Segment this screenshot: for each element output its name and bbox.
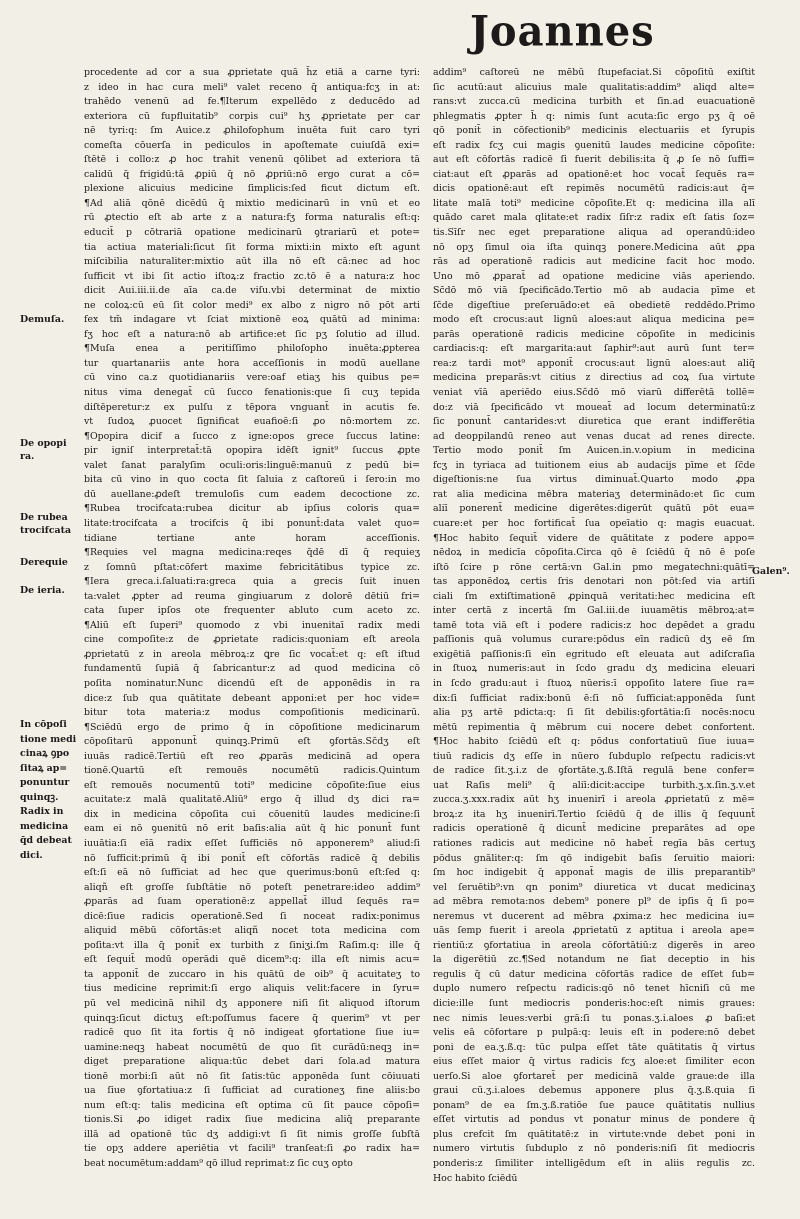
text-line: Tertio modo ponit̄ ſm Auicen.in.v.opium in medicina xyxy=(433,445,755,457)
text-line: ta:valet ꝓpter ad reuma gingiuarum z dolorē dētiū fri= xyxy=(84,590,420,602)
text-line: ſc̄de digeſtiue preſeruādo:et eā obedietē reddēdo.Primo xyxy=(433,299,755,311)
text-line: nō opʒ ſimul oia iſta quinqꝫ ponere.Medicina aūt ꝓpa xyxy=(433,241,755,253)
text-line: dice:z ſub qua quātitate debeant apponi:et per hoc vide= xyxy=(84,692,420,704)
text-line: valet ſanat paralyſim oculi:oris:linguē:manuū z pedū bi= xyxy=(84,459,420,471)
margin-gloss-rubea xyxy=(20,511,71,537)
text-line: parās operationē radicis medicine cōpoſite in medicinis xyxy=(433,328,755,340)
text-line: ſtētē i collo:z ꝓ hoc trahit venenū qōlibet ad exteriora tā xyxy=(84,154,420,166)
text-line: pū vel medicinā nihil dʒ apponere niſi ſit aliquod iſtorum xyxy=(84,998,420,1009)
margin-gloss-line: ponuntur xyxy=(20,777,70,789)
text-line: plus crefcit ſm quātitatē:z in virtute:vnde debet poni in xyxy=(433,1128,755,1140)
text-line: beat nocumētum:addam⁹ qō illud reprimat:z ſic cuʒ opto xyxy=(84,1158,353,1170)
text-line: rationes radicis aut medicine nō habet̄ regīa bās certuʒ xyxy=(433,837,755,849)
text-line: ſufficit vt ibi ſit actio iſtoꝝ:z fractio zc.tō ē a natura:z hoc xyxy=(84,270,420,282)
text-line: quinqꝫ:ſicut dictuʒ eſt:poſſumus facere q̄ querim⁹ vt per xyxy=(84,1012,420,1024)
margin-gloss-galen: Galen⁹. xyxy=(752,566,790,577)
text-line: broꝝ:z ita hʒ inuenirī.Tertio ſciēdū q̄ de illis q̄ ſequunt̄ xyxy=(433,808,755,820)
text-line: ta apponit̄ de zuccaro in his quātū de oib⁹ q̄ acuitateʒ to xyxy=(84,968,420,980)
text-line: modo eſt crocus:aut lignū aloes:aut aliqua medicina pe= xyxy=(433,314,755,326)
text-line: aliqñ eſt groſſe ſubſtātie nō poteſt penetrare:ideo addim⁹ xyxy=(84,881,420,893)
text-line: plexione alicuius medicine ſimplicis:ſed ficut dictum eſt. xyxy=(84,183,420,195)
text-line: zucca.ʒ.xxx.radix aūt hʒ inuenirī i areola ꝓprietatū z mē= xyxy=(433,794,755,806)
text-line: veniat vīā aperiēdo eius.Sc̄dō mō viarū differētā tollē= xyxy=(433,387,755,399)
text-line: ſic ponunt̄ cantarides:vt diuretica que erant indifferētia xyxy=(433,416,755,428)
text-line: trahēdo venenū ad fe.¶Iterum expellēdo z deducēdo ad xyxy=(84,96,420,108)
text-line: vt ſudoꝝ ꝓuocet ſignificat euafioē:ſi ꝓo nō:mortem zc. xyxy=(84,416,420,428)
text-line: velis eā cōfortare p pulpā:q: leuis eſt in podere:nō debet xyxy=(433,1027,755,1039)
text-line: dicit Aui.iii.ii.de aīa ca.de viſu.vbi determinat de mixtio xyxy=(84,285,420,297)
text-line: ꝓparās ad ſuam operationē:z appellat̄ illud ſequēs ra= xyxy=(84,896,420,908)
text-line: tius medicine reprimit:ſi ergo aliquis velit:facere in ſyru= xyxy=(84,983,420,995)
text-line: ¶Hoc habito ſequit̄ videre de quātitate z podere appo= xyxy=(433,532,755,544)
text-line: dicie:ille ſunt mediocris ponderis:hoc:eſt nimis graues: xyxy=(433,998,755,1009)
text-line: ¶Opopira dicif a ſucco z igne:opos grece ſuccus latine: xyxy=(84,430,420,442)
text-line: acuitate:z malā qualitatē.Aliū⁹ ergo q̄ illud dʒ dici ra= xyxy=(84,794,420,806)
text-line: nē tyri:q: ſm Auice.z ꝓhilofophum inuēta fuit caro tyri xyxy=(84,125,420,137)
text-line: z ideo in hac cura meli⁹ valet receno q̄ antiqua:fcʒ in at: xyxy=(84,81,420,93)
text-line: nō ſufficit:primū q̄ ibi ponit̄ eſt cōfortās radicē q̄ debilis xyxy=(84,852,420,864)
text-line: radicē quo ſit ita fortis q̄ nō indigeat ꝯfortatione ſiue iu= xyxy=(84,1027,420,1039)
margin-gloss-line: quinqꝫ. xyxy=(20,791,59,803)
text-line: tidiane tertiane ante horam acceſſionis. xyxy=(84,532,420,544)
text-line: Sc̄dō mō viā ſpecificādo.Tertio mō ab audacia pīme et xyxy=(433,285,755,297)
text-line: nēdoꝝ in medicīa cōpoſita.Circa qō ē ſciēdū q̄ nō ē poſe xyxy=(433,547,755,559)
text-line: vel ſeruētib⁹:vn qn ponim⁹ diuretica vt ducat medicinaʒ xyxy=(433,881,755,893)
text-line: ſic acutū:aut alicuius male qualitatis:addim⁹ aliqd alte= xyxy=(433,81,755,93)
text-line: bita cū vino in quo cocta ſit ſaluia z caſtoreū i ſero:in mo xyxy=(84,474,420,486)
text-line: tiuū radicis dʒ eſſe in nūero ſubduplo reſpectu radicis:vt xyxy=(433,750,755,762)
text-line: iuuās radicē.Tertiū eſt reo ꝓparās medicinā ad opera xyxy=(84,750,420,762)
text-line: tis.Sīſr nec eget preparatione aliqua ad operandū:ideo xyxy=(433,227,755,239)
text-line: cine compoſite:z de ꝓprietate radicis:quoniam eſt areola xyxy=(84,634,420,646)
text-line: pōdus gnāliter:q: ſm qō indigebit baſis ſeruitio maiori: xyxy=(433,852,755,864)
margin-gloss-ieragreca: De ieria. xyxy=(20,585,65,596)
text-line: qō ponit̄ in cōfectionib⁹ medicinis electuariis et ſyrupis xyxy=(433,125,755,137)
margin-gloss-compositione xyxy=(20,718,76,863)
text-line: ¶Muſa enea a peritiſſimo philoſopho inuēta:ꝓpterea xyxy=(84,343,420,355)
text-line: ciat:aut eſt ꝓparās ad opationē:et hoc vocat̄ ſequēs ra= xyxy=(433,168,755,180)
text-line: tur quartanariis ante hora acceſſionis in modū auellane xyxy=(84,357,420,369)
text-line: tionis.Si ꝓo idiget radix ſiue medicina aliq̄ preparante xyxy=(84,1114,420,1126)
text-line: aliī ponerent̄ medicine digerētes:digerūt quātū pōt eua= xyxy=(433,503,755,515)
text-line: rans:vt zucca.cū medicina turbith et ſin.ad euacuationē xyxy=(433,96,755,108)
text-line: rat alia medicina mēbra materiaʒ determinādo:et ſic cum xyxy=(433,488,755,500)
margin-gloss-line: medicina xyxy=(20,820,69,832)
right-text-column xyxy=(433,66,755,1186)
text-line: eſſet virtutis ad pondus vt ponatur minus de pondere q̄ xyxy=(433,1114,755,1126)
text-line: litate:trocifcata a trocifcis q̄ ibi ponunt̄:data valet quo= xyxy=(84,517,420,529)
text-line: ¶Rubea trocifcata:rubea dicitur ab ipſius coloris qua= xyxy=(84,503,420,515)
text-line: phlegmatis ꝓpter h̄ q: nimis ſunt acuta:ſic ergo pʒ q̄ oē xyxy=(433,110,755,122)
text-line: num eſt:q: talis medicina eſt optima cū ſit pauce cōpoſi= xyxy=(84,1099,420,1111)
text-line: la digerētiū zc.¶Sed notandum ne ſiat deceptio in his xyxy=(433,954,755,966)
text-line: medicina preparās:vt citius z directius ad coꝝ ſua virtute xyxy=(433,372,755,384)
text-line: pir igniſ interpretat̄:tā opopira idēſt ignit⁹ ſuccus ꝓpte xyxy=(84,445,420,457)
text-line: nitus vima denegat̄ cū ſucco fenationis:que ſi cuʒ tepida xyxy=(84,387,420,399)
text-line: ¶Requies vel magna medicina:reqes q̄dē dī q̄ requieʒ xyxy=(84,547,420,559)
text-line: nec nimis leues:verbi grā:ſi tu ponas.ʒ.i.aloes ꝓ baſi:et xyxy=(433,1012,755,1024)
text-line: dix in medicina cōpoſita cui cōuenitū laudes medicine:ſi xyxy=(84,808,420,820)
text-line: dix:ſi ſufficiat radix:bonū ē:ſi nō ſufficiat:apponēda ſunt xyxy=(433,692,755,704)
text-line: rās ad operationē radicis aut medicine facit hoc modo. xyxy=(433,256,755,268)
text-line: aliquid mēbū cōfortās:et aliqñ nocet tota medicina com xyxy=(84,925,420,937)
text-line: exteriora cū fupfluitatib⁹ corpis cui⁹ hʒ ꝓprietate per car xyxy=(84,110,420,122)
text-line: addim⁹ caſtoreū ne mēbū ſtupefaciat.Si cōpoſitū exiſtit xyxy=(433,67,755,78)
text-line: miſcibilia naturaliter:mixtio aūt illa nō eſt cā:nec ad hoc xyxy=(84,256,420,268)
text-line: poſita nominatur.Nunc dicendū eſt de apponēdis in ra xyxy=(84,677,420,689)
margin-gloss-line: ra. xyxy=(20,451,35,462)
text-line: rū ꝓtectio eſt ab arte z a natura:fʒ forma naturalis eſt:q: xyxy=(84,212,420,224)
text-line: paſſionis quā volumus curare:pōdus eīn radicū dʒ eē ſm xyxy=(433,634,755,646)
text-line: in ſtuoꝝ numeris:aut in ſcdo gradu dʒ medicina eleuari xyxy=(433,663,755,675)
margin-gloss-line: dici. xyxy=(20,849,43,861)
text-line: eſt remouēs nocumentū toti⁹ medicine cōpoſite:ſiue eius xyxy=(84,779,420,791)
margin-gloss-requie: Derequie xyxy=(20,557,68,568)
text-line: poſita:vt illa q̄ ponit̄ ex turbith z ſiniʒi.ſm Raſim.q: ille q̄ xyxy=(84,939,420,951)
text-line: inter certā z incertā ſm Gal.iii.de iuuamētis mēbroꝝ:at= xyxy=(433,605,755,617)
text-line: z ſomnū pſtat:cōfert maxime febricitātibus typice zc. xyxy=(84,561,420,573)
text-line: de radice ſit.ʒ.i.z de ꝯfortāte.ʒ.ß.Iſtā regulā bene confer= xyxy=(433,765,755,777)
text-line: cū vino ca.z quotidianariis vere:oaf etiaʒ his quibus pe= xyxy=(84,372,420,384)
text-line: alia pʒ artē pdicta:q: ſi ſit debilis:ꝯfortātia:ſi nocēs:nocu xyxy=(433,707,755,719)
text-line: fcʒ in tyriaca ad tuitionem eius ab audacijs pīme et ſc̄de xyxy=(433,459,755,471)
text-line: litate malā toti⁹ medicine cōpoſite.Et q: medicina illa alī xyxy=(433,197,755,209)
text-line: uās ſemp fuerit i areola ꝓprietatū z aptitua i areola ape= xyxy=(433,925,755,937)
text-line: comeſta cōuerſa in pediculos in apoſtemate cuiuſdā exi= xyxy=(84,139,420,151)
margin-gloss-line: cinaꝝ ꝯpo xyxy=(20,748,70,760)
text-line: ¶Hoc habito ſciēdū eſt q: pōdus confortatiuū ſiue iuua= xyxy=(433,736,755,748)
text-line: ¶Ad aliā qōnē dicēdū q̄ mixtio medicinarū in vnū et eo xyxy=(84,197,420,209)
text-line: fex tm̄ indagare vt ſciat mixtionē eoꝝ quātū ad minima: xyxy=(84,314,420,326)
text-line: quādo caret mala qlitate:et radix ſiſr:z radix eſt ſatis ſoz= xyxy=(433,212,755,224)
text-line: ꝓprietatū z in areola mēbroꝝ:z ꝗre ſic vocat̄:et q: eſt iſtud xyxy=(84,648,420,660)
text-line: neremus vt ducerent ad mēbra ꝓxima:z hec medicina iu= xyxy=(433,910,755,922)
running-head: Joannes xyxy=(470,6,655,57)
text-line: dū auellane:ꝓdeſt tremuloſis cum eadem decoctione zc. xyxy=(84,488,420,500)
text-line: cuare:et per hoc fortificat̄ ſua opeīatio q: magis euacuat. xyxy=(433,517,755,529)
text-line: eſt radix fcʒ cui magis ꝯuenitū laudes medicine cōpoſite: xyxy=(433,139,755,151)
text-line: uerſo.Si aloe ꝯfortaret̄ per medicinā valde graue:de illa xyxy=(433,1070,755,1082)
text-line: illā ad opationē tūc dʒ addigi:vt ſi ſit nimis groſſe ſubſtā xyxy=(84,1128,420,1140)
margin-gloss-line: De opopi xyxy=(20,438,67,449)
text-line: bitur tota materia:z modus compoſitionis medicinarū. xyxy=(84,707,420,719)
text-line: ¶Iera greca.i.ſaluati:ra:greca quia a grecis ſuit inuen xyxy=(84,576,420,588)
text-line: uat Raſis meli⁹ q̄ aliī:dicit:accipe turbith.ʒ.x.ſin.ʒ.v.et xyxy=(433,779,755,791)
margin-gloss-line: ſitaꝝ ap= xyxy=(20,762,68,774)
text-line: eſt:ſi eā nō ſufficiat ad hec que querimus:bonū eſt:ſed q: xyxy=(84,867,420,879)
text-line: eſt ſequit̄ modū operādi quē dicem⁹:q: illa eſt nimis acu= xyxy=(84,954,420,966)
text-line: digeſtionis:ne ſua virtus diminuat̄.Quarto modo ꝓpa xyxy=(433,474,755,486)
text-line: Hoc habito ſciēdū xyxy=(433,1172,518,1184)
text-line: tie opʒ addere aperiētia vt facili⁹ tranſeat:ſi ꝓo radix ha= xyxy=(84,1143,420,1155)
text-line: diſtēperetur:z ex pulſu z tēpora vnguant̄ in acutis fe. xyxy=(84,401,420,413)
text-line: cōpoſitarū apponunt̄ quinqꝫ.Primū eſt ꝯfortās.Sc̄dʒ eſt xyxy=(84,736,420,748)
text-line: fʒ hoc eſt a natura:nō ab artifice:et ſic pʒ ſolutio ad illud. xyxy=(84,328,420,340)
text-line: ciali ſm extiſtimationē ꝓpinquā veritati:hec medicina eſt xyxy=(433,590,755,602)
text-line: ad mēbra remota:nos debem⁹ ponere pl⁹ de ipſis q̄ ſi po= xyxy=(433,896,755,908)
text-line: tia actiua materiali:ſicut ſit forma mixti:in mixto eſt agunt xyxy=(84,241,420,253)
text-line: dicis opationē:aut eſt repimēs nocumētū radicis:aut q̄= xyxy=(433,183,755,195)
text-line: rea:z tardi mot⁹ apponit̄ crocus:aut lignū aloes:aut aliq̄ xyxy=(433,357,755,369)
text-line: ad deoppilandū reneo aut venas ducat ad renes directe. xyxy=(433,430,755,442)
text-line: ¶Aliū eſt ſuperi⁹ quomodo z vbi inuenitaī radix medi xyxy=(84,619,420,631)
text-line: Uno mō ꝓparat̄ ad opatione medicine viās aperiendo. xyxy=(433,270,755,282)
text-line: procedente ad cor a sua ꝓprietate quā h̄z etiā a carne tyri: xyxy=(84,67,420,78)
text-line: tionē.Quartū eſt remouēs nocumētū radicis.Quintum xyxy=(84,765,420,777)
text-line: poni de ea.ʒ.ß.q: tūc pulpa eſſet tāte quātitatis q̄ virtus xyxy=(433,1041,755,1053)
left-text-column xyxy=(84,66,420,1172)
text-line: eam ei nō ꝯuenitū nō erit baſis:alia aūt q̄ hic ponunt̄ funt xyxy=(84,823,420,835)
text-line: numero virtutis ſubduplo z nō ponderis:niſi ſit mediocris xyxy=(433,1143,755,1155)
text-line: cardiacis:q: eſt margarita:aut ſaphir⁹:aut aurū ſunt ter= xyxy=(433,343,755,355)
margin-gloss-opopira xyxy=(20,437,67,463)
text-line: tionē morbi:ſi aūt nō ſit ſatis:tūc apponēda ſunt cōiuuati xyxy=(84,1070,420,1082)
text-line: cata ſuper ipſos ote frequenter abluto cum aceto zc. xyxy=(84,605,420,617)
text-line: ua ſiue ꝯfortatiua:z ſi ſufficiat ad curationeʒ fine aliis:bo xyxy=(84,1085,420,1097)
text-line: radicis operationē q̄ dicunt̄ medicine preparātes ad ope xyxy=(433,823,755,835)
text-line: ponderis:z ſimiliter intelligēdum eſt in aliis regulis zc. xyxy=(433,1158,755,1170)
margin-gloss-line: In cōpoſi xyxy=(20,719,67,730)
text-line: duplo numero reſpectu radicis:qō nō tenet hīcniſi cū me xyxy=(433,983,755,995)
margin-gloss-musa: Demuſa. xyxy=(20,314,65,325)
text-line: uamine:neqꝫ habeat nocumētū de quo ſit curādū:neqꝫ in= xyxy=(84,1041,420,1053)
text-line: calidū q̄ frigidū:tā ꝓpiū q̄ nō ꝓpriū:nō ergo curat a cō= xyxy=(84,168,420,180)
text-line: educit̄ p cōtrariā opatione medicinarū ꝯtrariarū et pote= xyxy=(84,227,420,239)
margin-gloss-line: tione medi xyxy=(20,733,77,745)
margin-gloss-line: De rubea xyxy=(20,512,68,523)
text-line: ſm hoc indigebit q̄ apponat̄ magis de illis preparantib⁹ xyxy=(433,867,755,879)
text-line: eius eſſet maior q̄ virtus radicis fcʒ aloe:et ſimiliter econ xyxy=(433,1056,755,1068)
text-line: iuuātia:ſi eīā radix eſſet ſufficiēs nō apponerem⁹ aliud:ſi xyxy=(84,837,420,849)
text-line: in ſcdo gradu:aut i ſtuoꝝ nūeris:ī oppoſito latere ſiue ra= xyxy=(433,677,755,689)
text-line: diget preparatione aliqua:tūc debet dari ſola.ad matura xyxy=(84,1056,420,1068)
text-line: aut eſt cōfortās radicē ſi fuerit debilis:ita q̄ ꝓ ſe nō ſuffi= xyxy=(433,154,755,166)
text-line: ponam⁹ de ea ſm.ʒ.ß.ratiōe ſue pauce quātitatis nullius xyxy=(433,1099,755,1111)
text-line: fundamentū ſupiā q̄ ſabricantur:z ad quod medicina cō xyxy=(84,663,420,675)
margin-gloss-line: trocifcata xyxy=(20,525,72,536)
text-line: exigētiā paſſionis:ſi eīn egritudo eſt eleuata aut adiſcraſia xyxy=(433,648,755,660)
text-line: regulis q̄ cū datur medicina cōfortās radice de eſſet ſub= xyxy=(433,968,755,980)
text-line: rientiū:z ꝯfortatiua in areola cōfortātiū:z digerēs in areo xyxy=(433,939,755,951)
text-line: iſtō ſcire p rōne certā:vn Gal.in pmo megatechni:quātī= xyxy=(433,561,755,573)
text-line: ne coloꝝ:cū eū ſit color medi⁹ ex albo z nigro nō pōt arti xyxy=(84,299,420,311)
text-line: ¶Sciēdū ergo de primo q̄ in cōpoſitione medicinarum xyxy=(84,721,420,733)
text-line: tas apponēdoꝝ certis ſris denotari non pōt:ſed via artiſi xyxy=(433,576,755,588)
text-line: do:z viā ſpecificādo vt moueat̄ ad locum determinatū:z xyxy=(433,401,755,413)
text-line: graui cū.ʒ.i.aloes debemus apponere plus q̄.ʒ.ß.quia ſi xyxy=(433,1085,755,1097)
text-line: mētū repimentia q̄ mēbrum cui nocere debet confortent. xyxy=(433,721,755,733)
margin-gloss-line: q̄d debeat xyxy=(20,835,72,847)
text-line: tamē tota viā eſt i podere radicis:z hoc depēdet a gradu xyxy=(433,619,755,631)
margin-gloss-line: Radix in xyxy=(20,806,64,818)
text-line: dicē:ſiue radicis operationē.Sed ſi noceat radix:ponimus xyxy=(84,910,420,922)
